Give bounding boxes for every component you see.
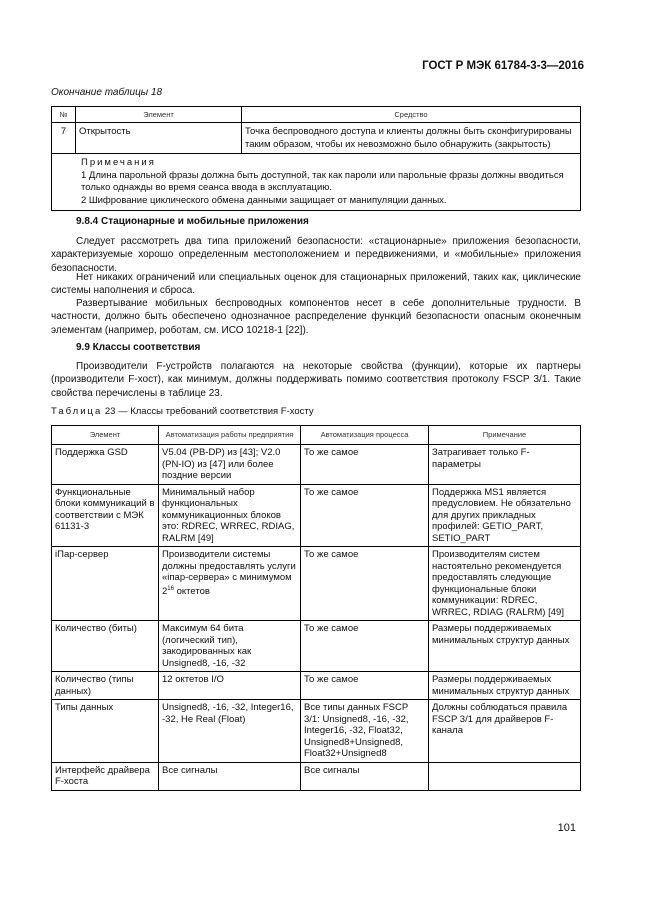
section-984-p1: Следует рассмотреть два типа приложений безопасности: «стационарные» приложения безопасности, характеризуемые хорошо определенным местоположением и передвижениями, и «мобильные» приложения безопасности.: [51, 236, 581, 274]
table18-cell-means: Точка беспроводного доступа и клиенты должны быть сконфигурированы таким образом, чтобы их невозможно было обнаружить (закрытость): [242, 123, 581, 154]
table23-col-element: Элемент: [52, 426, 159, 445]
table23-cell-note: Затрагивает только F-параметры: [429, 445, 581, 485]
section-99-p1: Производители F-устройств полагаются на некоторые свойства (функции), которые их партнеры (производители F-хост), как минимум, должны поддерживать помимо соответствия протоколу FSCP 3/1. Такие свойства перечислены в таблице 23.: [51, 361, 581, 399]
table23-col-process: Автоматизация процесса: [301, 426, 429, 445]
table23-cell-enterprise: Все сигналы: [159, 762, 301, 790]
table23-cell-note: Размеры поддерживаемых минимальных структур данных: [429, 672, 581, 700]
table18-caption: Окончание таблицы 18: [51, 87, 163, 98]
section-984-p2: Нет никаких ограничений или специальных оценок для стационарных приложений, таких как, циклические системы наполнения и сброса.: [51, 272, 581, 297]
table23-cell-enterprise: Максимум 64 бита (логический тип), закодированных как Unsigned8, -16, -32: [159, 621, 301, 672]
table23-cell-element: Интерфейс драйвера F-хоста: [52, 762, 159, 790]
table23-cell-element: iПар-сервер: [52, 547, 159, 621]
table-18: [51, 106, 581, 211]
table18-cell-element: Открытость: [76, 123, 242, 154]
table23-caption: [51, 406, 314, 417]
table23-cell-note: [429, 762, 581, 790]
notes-title: Примечания: [81, 157, 156, 168]
table23-cell-element: Количество (типы данных): [52, 672, 159, 700]
table-row: [52, 700, 581, 763]
table23-col-enterprise: Автоматизация работы предприятия: [159, 426, 301, 445]
table-row: [52, 445, 581, 485]
table23-cell-process: То же самое: [301, 547, 429, 621]
page-number: 101: [557, 822, 576, 834]
table18-notes-row: [52, 154, 581, 211]
table23-cell-note: Должны соблюдаться правила FSCP 3/1 для драйверов F-канала: [429, 700, 581, 763]
note-1: 1 Длина парольной фразы должна быть доступной, так как пароли или парольные фразы должны вводиться только однажды во время сеанса ввода в эксплуатацию.: [81, 169, 564, 193]
ent-text-a: Производители системы должны предоставлять услуги «iпар-сервера» с минимумом 2: [162, 549, 296, 597]
ent-superscript: 16: [167, 585, 174, 592]
section-99-title: 9.9 Классы соответствия: [76, 342, 201, 353]
table-row: [52, 547, 581, 621]
table23-cell-element: Функциональные блоки коммуникаций в соответствии с МЭК 61131-3: [52, 484, 159, 547]
table23-cell-note: Размеры поддерживаемых минимальных структур данных: [429, 621, 581, 672]
table-row: [52, 672, 581, 700]
table-23: [51, 425, 581, 791]
table-row: [52, 762, 581, 790]
table23-cell-element: Поддержка GSD: [52, 445, 159, 485]
table23-cell-process: Все типы данных FSCP 3/1: Unsigned8, -16, -32, Integer16, -32, Float32, Unsigned8+Unsigned8, Float32+Unsigned8: [301, 700, 429, 763]
table23-cell-note: Поддержка MS1 является предусловием. Не обязательно для других прикладных профилей: GETIO_PART, SETIO_PART: [429, 484, 581, 547]
table18-col-num: №: [52, 107, 76, 123]
table23-cell-enterprise: Unsigned8, -16, -32, Integer16, -32, Не Real (Float): [159, 700, 301, 763]
table23-cell-element: Количество (биты): [52, 621, 159, 672]
table23-cell-enterprise: 12 октетов I/O: [159, 672, 301, 700]
table23-cell-enterprise: [159, 547, 301, 621]
table18-col-means: Средство: [242, 107, 581, 123]
document-header: ГОСТ Р МЭК 61784-3-3—2016: [422, 60, 584, 72]
table23-cell-enterprise: V5.04 (PB-DP) из [43]; V2.0 (PN-IO) из [47] или более поздние версии: [159, 445, 301, 485]
table18-col-element: Элемент: [76, 107, 242, 123]
table23-caption-word: Таблица: [51, 406, 103, 417]
table18-notes: [52, 154, 581, 211]
table23-cell-process: То же самое: [301, 621, 429, 672]
table23-cell-element: Типы данных: [52, 700, 159, 763]
table18-cell-num: 7: [52, 123, 76, 154]
table-row: [52, 484, 581, 547]
table18-header-row: [52, 107, 581, 123]
table23-cell-process: То же самое: [301, 445, 429, 485]
table23-cell-note: Производителям систем настоятельно рекомендуется предоставлять следующие функциональные блоки коммуникации: RDREC, WRREC, RDIAG (RALRM) [49]: [429, 547, 581, 621]
section-984-title: 9.8.4 Стационарные и мобильные приложения: [76, 216, 309, 227]
table23-cell-enterprise: Минимальный набор функциональных коммуникационных блоков это: RDREC, WRREC, RDIAG, RALRM [49]: [159, 484, 301, 547]
table23-header-row: [52, 426, 581, 445]
table23-cell-process: То же самое: [301, 672, 429, 700]
table23-caption-rest: 23 — Классы требований соответствия F-хосту: [102, 406, 314, 417]
table23-cell-process: То же самое: [301, 484, 429, 547]
table-row: [52, 621, 581, 672]
table23-col-note: Примечание: [429, 426, 581, 445]
section-984-p3: Развертывание мобильных беспроводных компонентов несет в себе дополнительные трудности. В частности, должно быть обеспечено однозначное распределение функций безопасности опасным оконечным элементам (например, роботам, см. ИСО 10218-1 [22]).: [51, 298, 581, 336]
ent-text-b: октетов: [173, 585, 210, 597]
table-row: [52, 123, 581, 154]
table23-cell-process: Все сигналы: [301, 762, 429, 790]
note-2: 2 Шифрование циклического обмена данными защищает от манипуляции данных.: [81, 194, 447, 206]
